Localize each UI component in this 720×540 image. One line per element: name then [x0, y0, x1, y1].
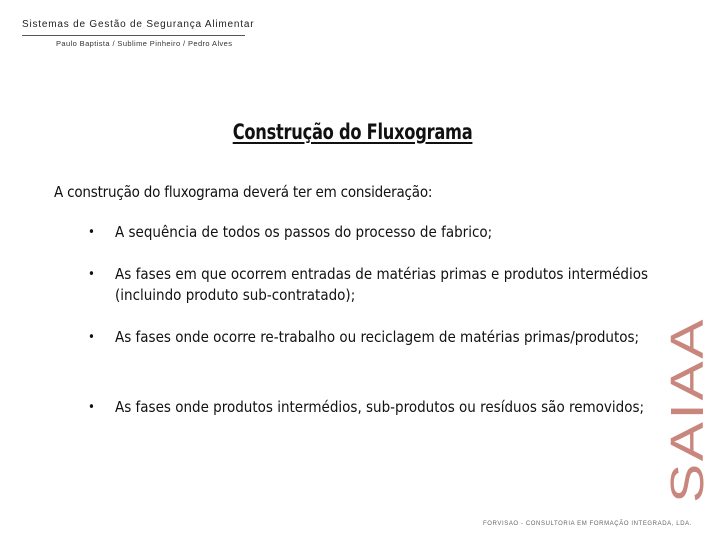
saiaa-logo — [655, 315, 715, 505]
header-title: Sistemas de Gestão de Segurança Alimentar — [22, 19, 255, 30]
bullet-dot-icon: • — [88, 400, 95, 415]
slide-intro: A construção do fluxograma deverá ter em consideração: — [54, 183, 433, 201]
bullet-dot-icon: • — [88, 225, 95, 240]
header-authors: Paulo Baptista / Sublime Pinheiro / Pedro Alves — [56, 39, 233, 48]
bullet-dot-icon: • — [88, 267, 95, 282]
bullet-text: As fases onde ocorre re-trabalho ou reciclagem de matérias primas/produtos; — [115, 328, 640, 346]
footer-text: FORVISAO - CONSULTORIA EM FORMAÇÃO INTEGRADA, LDA. — [483, 521, 693, 527]
bullet-dot-icon: • — [88, 330, 95, 345]
bullet-text: As fases em que ocorrem entradas de matérias primas e produtos intermédios (incluindo produto sub-contratado); — [115, 265, 648, 304]
bullet-text: As fases onde produtos intermédios, sub-produtos ou resíduos são removidos; — [115, 398, 645, 416]
slide-title: Construção do Fluxograma — [232, 120, 473, 144]
header-divider — [22, 35, 245, 36]
bullet-text: A sequência de todos os passos do processo de fabrico; — [115, 223, 493, 241]
saiaa-logo-text: SAIAA — [661, 357, 713, 503]
